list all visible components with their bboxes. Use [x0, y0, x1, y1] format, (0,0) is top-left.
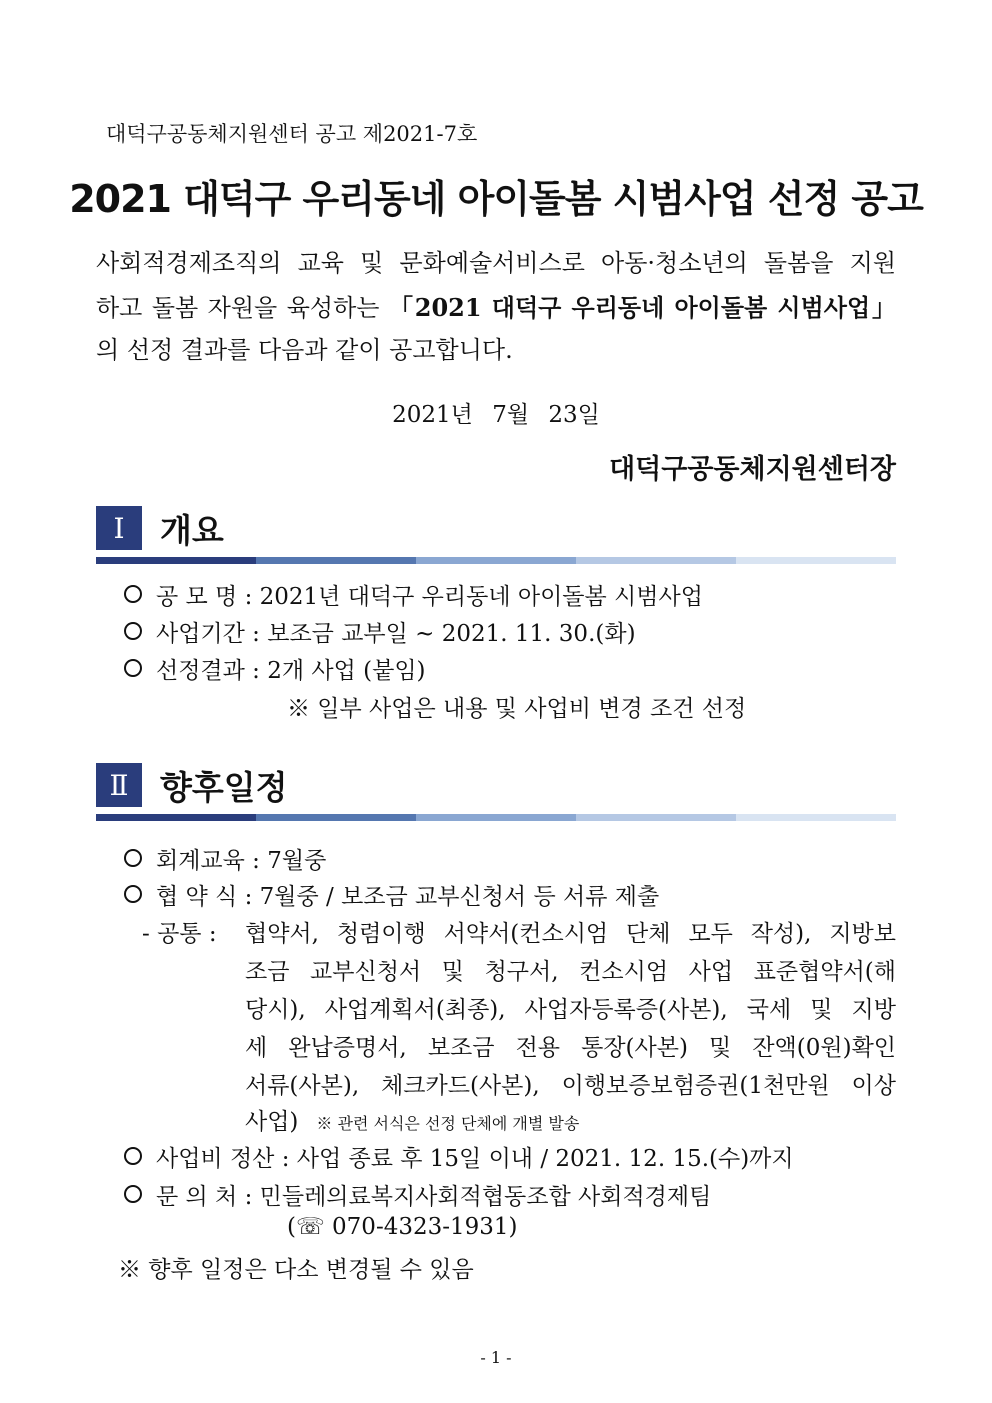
schedule-item: 사업비 정산 : 사업 종료 후 15일 이내 / 2021. 12. 15.(수)까지: [124, 1140, 794, 1173]
section-1-rule: [96, 557, 896, 564]
common-docs-label: - 공통 :: [142, 921, 217, 947]
intro-line-1: 사회적경제조직의 교육 및 문화예술서비스로 아동·청소년의 돌봄을 지원: [96, 249, 896, 277]
page-number: - 1 -: [480, 1348, 512, 1367]
common-docs-line: 당시), 사업계획서(최종), 사업자등록증(사본), 국세 및 지방: [245, 997, 896, 1023]
intro-line-3: 의 선정 결과를 다음과 같이 공고합니다.: [96, 336, 513, 364]
schedule-item: 회계교육 : 7월중: [124, 842, 326, 875]
circle-bullet-icon: [124, 622, 142, 640]
intro-line-2: [96, 288, 896, 323]
common-docs-note: ※ 관련 서식은 선정 단체에 개별 발송: [316, 1114, 580, 1133]
section-1-number: Ⅰ: [96, 506, 142, 550]
circle-bullet-icon: [124, 585, 142, 603]
circle-bullet-icon: [124, 1185, 142, 1203]
document-title: 2021 대덕구 우리동네 아이돌봄 시범사업 선정 공고: [69, 177, 923, 221]
circle-bullet-icon: [124, 849, 142, 867]
section-2-number: Ⅱ: [96, 763, 142, 807]
common-docs-line: 서류(사본), 체크카드(사본), 이행보증보험증권(1천만원 이상: [245, 1073, 896, 1099]
section-2-title: 향후일정: [160, 768, 288, 807]
notice-number: 대덕구공동체지원센터 공고 제2021-7호: [106, 122, 478, 146]
schedule-item: 협 약 식 : 7월중 / 보조금 교부신청서 등 서류 제출: [124, 878, 659, 911]
overview-note: ※ 일부 사업은 내용 및 사업비 변경 조건 선정: [287, 696, 747, 722]
signer: 대덕구공동체지원센터장: [609, 454, 896, 485]
contact-phone: (☏ 070-4323-1931): [287, 1214, 518, 1240]
intro-line-2-prefix: 하고 돌봄 자원을 육성하는: [96, 294, 380, 322]
overview-item: 사업기간 : 보조금 교부일 ~ 2021. 11. 30.(화): [124, 615, 636, 648]
section-1-title: 개요: [160, 511, 224, 550]
notice-date: 2021년 7월 23일: [392, 402, 600, 428]
circle-bullet-icon: [124, 885, 142, 903]
common-docs-line: 협약서, 청렴이행 서약서(컨소시엄 단체 모두 작성), 지방보: [245, 921, 896, 947]
common-docs-line-last: 사업) ※ 관련 서식은 선정 단체에 개별 발송: [245, 1109, 580, 1135]
circle-bullet-icon: [124, 1147, 142, 1165]
schedule-footnote: ※ 향후 일정은 다소 변경될 수 있음: [118, 1257, 474, 1283]
overview-item: 공 모 명 : 2021년 대덕구 우리동네 아이돌봄 시범사업: [124, 578, 703, 611]
schedule-item: 문 의 처 : 민들레의료복지사회적협동조합 사회적경제팀: [124, 1178, 711, 1211]
common-docs-line: 조금 교부신청서 및 청구서, 컨소시엄 사업 표준협약서(해: [245, 959, 896, 985]
section-2-rule: [96, 814, 896, 821]
common-docs-line: 세 완납증명서, 보조금 전용 통장(사본) 및 잔액(0원)확인: [245, 1035, 896, 1061]
intro-project-name: 「2021 대덕구 우리동네 아이돌봄 시범사업」: [388, 293, 896, 322]
overview-item: 선정결과 : 2개 사업 (붙임): [124, 652, 426, 685]
circle-bullet-icon: [124, 659, 142, 677]
